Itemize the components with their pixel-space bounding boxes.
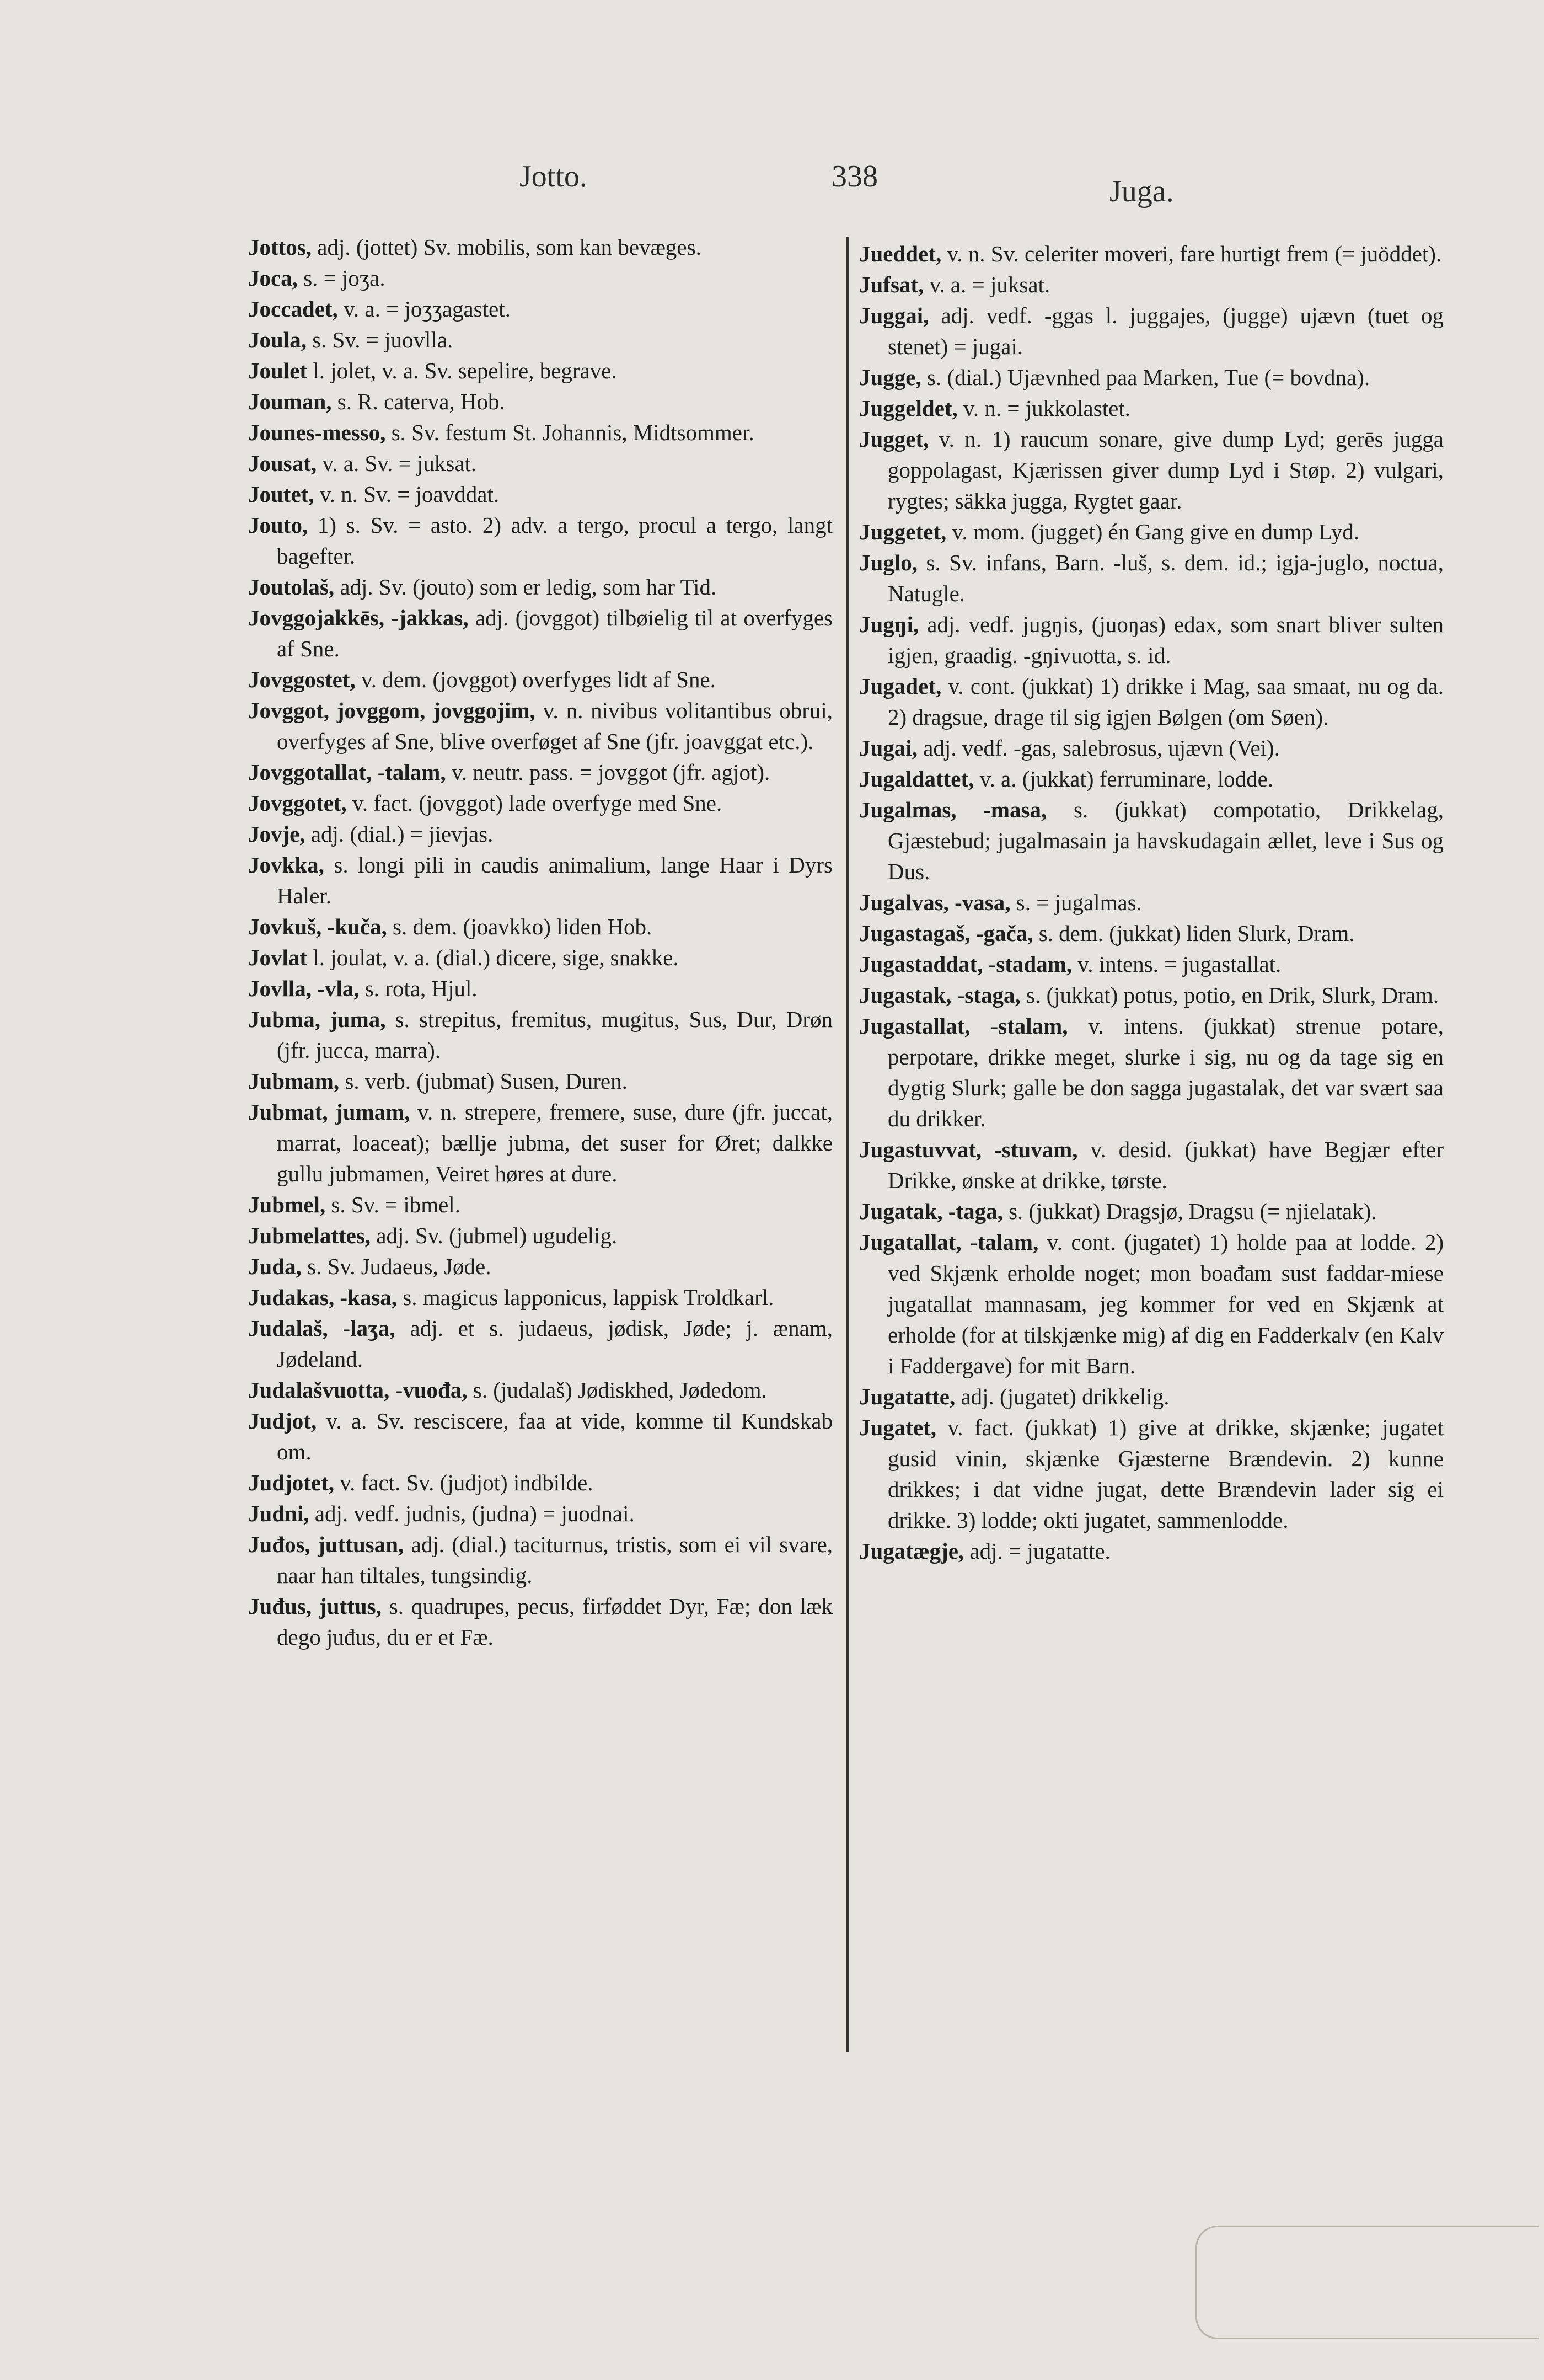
- entry-headword: Juggeldet,: [859, 395, 958, 421]
- entry-definition: s. Sv. infans, Barn. -luš, s. dem. id.; igja-juglo, noctua, Natugle.: [888, 550, 1444, 606]
- dictionary-entry: [248, 1591, 833, 1652]
- entry-definition: v. mom. (jugget) én Gang give en dump Lyd.: [952, 519, 1360, 544]
- dictionary-entry: [248, 448, 833, 479]
- dictionary-entry: [859, 393, 1444, 424]
- dictionary-entry: [248, 788, 833, 819]
- page-number: 338: [832, 159, 878, 194]
- entry-headword: Jugadet,: [859, 673, 942, 699]
- entry-headword: Jugastaddat, -stadam,: [859, 951, 1073, 977]
- library-stamp: [1195, 2226, 1539, 2339]
- running-head-left: Jotto.: [519, 159, 587, 194]
- entry-headword: Jubma, juma,: [248, 1007, 386, 1032]
- entry-headword: Juđus, juttus,: [248, 1593, 382, 1619]
- entry-headword: Joula,: [248, 327, 307, 352]
- entry-headword: Jugai,: [859, 735, 918, 761]
- entry-headword: Juđos, juttusan,: [248, 1532, 404, 1557]
- dictionary-entry: [248, 386, 833, 417]
- dictionary-entry: [248, 479, 833, 510]
- dictionary-entry: [248, 1405, 833, 1467]
- dictionary-entry: [248, 355, 833, 386]
- entry-headword: Jovlat: [248, 945, 308, 970]
- dictionary-entry: [248, 293, 833, 324]
- entry-headword: Jugatak, -taga,: [859, 1199, 1003, 1224]
- entry-definition: s. rota, Hjul.: [364, 976, 478, 1001]
- dictionary-entry: [248, 819, 833, 849]
- entry-headword: Jugŋi,: [859, 612, 919, 637]
- dictionary-entry: [859, 516, 1444, 547]
- dictionary-entry: [248, 510, 833, 571]
- entry-headword: Jugatallat, -talam,: [859, 1229, 1039, 1255]
- entry-headword: Jugastallat, -stalam,: [859, 1013, 1068, 1039]
- entry-headword: Jovggot, jovggom, jovggojim,: [248, 698, 535, 723]
- entry-headword: Jugatet,: [859, 1415, 937, 1440]
- entry-definition: adj. vedf. -ggas l. juggajes, (jugge) ujævn (tuet og stenet) = jugai.: [888, 303, 1444, 359]
- entry-definition: v. a. = joʒʒagastet.: [344, 296, 511, 322]
- entry-headword: Juda,: [248, 1254, 302, 1279]
- entry-headword: Judjot,: [248, 1408, 317, 1434]
- dictionary-entry: [859, 1536, 1444, 1566]
- entry-definition: v. a. Sv. = juksat.: [322, 451, 477, 476]
- dictionary-entry: [248, 973, 833, 1004]
- entry-definition: s. verb. (jubmat) Susen, Duren.: [345, 1068, 628, 1094]
- entry-headword: Jubmat, jumam,: [248, 1099, 410, 1125]
- entry-headword: Jovggotallat, -talam,: [248, 760, 446, 785]
- dictionary-entry: [248, 911, 833, 942]
- entry-definition: v. n. strepere, fremere, suse, dure (jfr. juccat, marrat, loaceat); bællje jubma, det suser for Øret; dalkke gullu jubmamen, Veiret høres at dure.: [277, 1099, 833, 1186]
- entry-definition: adj. et s. judaeus, jødisk, Jøde; j. ænam, Jødeland.: [277, 1315, 833, 1372]
- dictionary-entry: [248, 757, 833, 788]
- entry-definition: v. intens. (jukkat) strenue potare, perpotare, drikke meget, slurke i sig, nu og da tage sig en dygtig Slurk; galle be don sagga jugastalak, det var svært saa du drikker.: [888, 1013, 1444, 1131]
- entry-definition: v. n. = jukkolastet.: [963, 395, 1130, 421]
- entry-definition: v. cont. (jugatet) 1) holde paa at lodde. 2) ved Skjænk erholde noget; mon boađam sust faddar-miese jugatallat mannasam, jeg kommer for ved en Skjænk at erholde (for at tilskjænke mig) af dig en Fadderkalv (en Kalv i Faddergave) for mit Barn.: [888, 1229, 1444, 1378]
- entry-headword: Judni,: [248, 1501, 309, 1526]
- entry-definition: s. magicus lapponicus, lappisk Troldkarl.: [403, 1285, 774, 1310]
- dictionary-entry: [248, 1374, 833, 1405]
- entry-definition: s. Sv. Judaeus, Jøde.: [307, 1254, 491, 1279]
- entry-definition: s. Sv. festum St. Johannis, Midtsommer.: [391, 420, 754, 445]
- entry-definition: adj. vedf. -gas, salebrosus, ujævn (Vei).: [923, 735, 1280, 761]
- entry-headword: Jovkka,: [248, 852, 324, 878]
- dictionary-entry: [859, 1227, 1444, 1381]
- entry-headword: Jubmam,: [248, 1068, 340, 1094]
- entry-definition: s. Sv. = ibmel.: [331, 1192, 460, 1217]
- entry-definition: adj. vedf. judnis, (judna) = juodnai.: [314, 1501, 635, 1526]
- dictionary-entry: [248, 1004, 833, 1066]
- dictionary-entry: [248, 1467, 833, 1498]
- dictionary-entry: [859, 763, 1444, 794]
- entry-headword: Judalaš, -laʒa,: [248, 1315, 395, 1341]
- entry-headword: Juggai,: [859, 303, 929, 328]
- entry-definition: s. Sv. = juovlla.: [312, 327, 453, 352]
- entry-definition: 1) s. Sv. = asto. 2) adv. a tergo, procul a tergo, langt bagefter.: [277, 512, 833, 569]
- entry-headword: Joulet: [248, 358, 308, 383]
- entry-headword: Jugget,: [859, 426, 929, 452]
- entry-headword: Jottos,: [248, 234, 312, 260]
- entry-definition: s. (dial.) Ujævnhed paa Marken, Tue (= bovdna).: [927, 365, 1370, 390]
- entry-headword: Jovggotet,: [248, 790, 347, 816]
- dictionary-entry: [248, 849, 833, 911]
- dictionary-entry: [248, 1498, 833, 1529]
- entry-definition: v. desid. (jukkat) have Begjær efter Drikke, ønske at drikke, tørste.: [888, 1137, 1444, 1193]
- entry-definition: adj. vedf. jugŋis, (juoŋas) edax, som snart bliver sulten igjen, graadig. -gŋivuotta, s. id.: [888, 612, 1444, 668]
- entry-definition: adj. (jugatet) drikkelig.: [961, 1384, 1170, 1409]
- dictionary-entry: [248, 1313, 833, 1374]
- entry-definition: l. jolet, v. a. Sv. sepelire, begrave.: [313, 358, 617, 383]
- dictionary-entry: [859, 980, 1444, 1010]
- dictionary-entry: [248, 1251, 833, 1282]
- entry-definition: v. cont. (jukkat) 1) drikke i Mag, saa smaat, nu og da. 2) dragsue, drage til sig igjen Bølgen (om Søen).: [888, 673, 1444, 730]
- entry-headword: Joccadet,: [248, 296, 338, 322]
- entry-definition: adj. (dial.) taciturnus, tristis, som ei vil svare, naar han tiltales, tungsindig.: [277, 1532, 833, 1588]
- entry-headword: Jugaldattet,: [859, 766, 974, 791]
- entry-definition: adj. = jugatatte.: [969, 1538, 1111, 1564]
- entry-headword: Jovggostet,: [248, 667, 356, 692]
- entry-headword: Jubmelattes,: [248, 1223, 371, 1248]
- entry-headword: Jounes-messo,: [248, 420, 386, 445]
- entry-headword: Jugastak, -staga,: [859, 982, 1021, 1008]
- dictionary-entry: [859, 238, 1444, 269]
- entry-headword: Jugalmas, -masa,: [859, 797, 1047, 822]
- entry-definition: v. fact. (jukkat) 1) give at drikke, skjænke; jugatet gusid vinin, skjænke Gjæsterne Brændevin. 2) kunne drikkes; i dat vidne jugat, dette Brændevin lader sig ei drikke. 3) lodde; okti jugatet, sammenlodde.: [888, 1415, 1444, 1533]
- dictionary-entry: [248, 1189, 833, 1220]
- dictionary-entry: [859, 1196, 1444, 1227]
- entry-definition: v. a. = juksat.: [929, 272, 1050, 297]
- entry-definition: s. R. caterva, Hob.: [337, 389, 505, 414]
- entry-headword: Joutolaš,: [248, 574, 335, 600]
- entry-definition: s. strepitus, fremitus, mugitus, Sus, Dur, Drøn (jfr. jucca, marra).: [277, 1007, 833, 1063]
- dictionary-entry: [248, 664, 833, 695]
- dictionary-entry: [859, 424, 1444, 516]
- dictionary-entry: [248, 1220, 833, 1251]
- entry-headword: Jugge,: [859, 365, 921, 390]
- entry-definition: s. = jugalmas.: [1016, 890, 1142, 915]
- dictionary-entry: [859, 794, 1444, 887]
- entry-headword: Jugalvas, -vasa,: [859, 890, 1011, 915]
- entry-definition: adj. Sv. (jubmel) ugudelig.: [376, 1223, 618, 1248]
- entry-definition: v. intens. = jugastallat.: [1077, 951, 1282, 977]
- entry-definition: v. n. Sv. = joavddat.: [319, 482, 500, 507]
- dictionary-entry: [859, 732, 1444, 763]
- entry-headword: Judjotet,: [248, 1470, 335, 1495]
- entry-definition: s. quadrupes, pecus, firføddet Dyr, Fæ; don læk dego juđus, du er et Fæ.: [277, 1593, 833, 1650]
- entry-definition: v. dem. (jovggot) overfyges lidt af Sne.: [361, 667, 716, 692]
- dictionary-entry: [859, 671, 1444, 732]
- entry-headword: Jubmel,: [248, 1192, 326, 1217]
- right-column: [859, 238, 1444, 1566]
- dictionary-entry: [248, 324, 833, 355]
- entry-headword: Jouman,: [248, 389, 332, 414]
- entry-headword: Joca,: [248, 265, 298, 291]
- dictionary-entry: [859, 300, 1444, 362]
- entry-definition: s. = joʒa.: [303, 265, 385, 291]
- entry-definition: s. dem. (joavkko) liden Hob.: [393, 914, 652, 939]
- entry-definition: v. neutr. pass. = jovggot (jfr. agjot).: [451, 760, 770, 785]
- running-head-right: Juga.: [1109, 174, 1174, 208]
- entry-definition: v. a. (jukkat) ferruminare, lodde.: [979, 766, 1274, 791]
- entry-definition: adj. (jovggot) tilbøielig til at overfyges af Sne.: [277, 605, 833, 661]
- dictionary-entry: [859, 547, 1444, 609]
- entry-headword: Jugatatte,: [859, 1384, 956, 1409]
- entry-definition: s. longi pili in caudis animalium, lange Haar i Dyrs Haler.: [277, 852, 833, 908]
- dictionary-entry: [248, 1529, 833, 1591]
- dictionary-entry: [248, 942, 833, 973]
- entry-definition: v. fact. (jovggot) lade overfyge med Sne.: [352, 790, 722, 816]
- dictionary-entry: [859, 269, 1444, 300]
- dictionary-entry: [859, 1134, 1444, 1196]
- dictionary-entry: [248, 263, 833, 293]
- dictionary-entry: [859, 918, 1444, 949]
- entry-definition: s. dem. (jukkat) liden Slurk, Dram.: [1038, 921, 1355, 946]
- entry-definition: adj. (jottet) Sv. mobilis, som kan bevæges.: [317, 234, 701, 260]
- entry-headword: Jouto,: [248, 512, 308, 538]
- entry-headword: Juglo,: [859, 550, 918, 575]
- dictionary-entry: [859, 949, 1444, 980]
- dictionary-entry: [248, 232, 833, 263]
- entry-definition: s. (jukkat) Dragsjø, Dragsu (= njielatak).: [1009, 1199, 1377, 1224]
- entry-headword: Jovje,: [248, 821, 305, 847]
- left-column: [248, 232, 833, 1652]
- dictionary-entry: [859, 1010, 1444, 1134]
- dictionary-entry: [248, 417, 833, 448]
- entry-definition: adj. Sv. (jouto) som er ledig, som har Tid.: [340, 574, 717, 600]
- entry-definition: v. a. Sv. resciscere, faa at vide, komme til Kundskab om.: [277, 1408, 833, 1464]
- entry-headword: Jugatægje,: [859, 1538, 964, 1564]
- column-divider: [846, 237, 849, 2052]
- entry-headword: Jovlla, -vla,: [248, 976, 360, 1001]
- dictionary-entry: [248, 695, 833, 757]
- entry-headword: Jousat,: [248, 451, 317, 476]
- entry-headword: Jugastagaš, -gača,: [859, 921, 1033, 946]
- entry-definition: s. (judalaš) Jødiskhed, Jødedom.: [473, 1377, 767, 1403]
- dictionary-entry: [248, 571, 833, 602]
- entry-headword: Jovggojakkēs, -jakkas,: [248, 605, 469, 630]
- dictionary-entry: [248, 1097, 833, 1189]
- entry-headword: Judakas, -kasa,: [248, 1285, 398, 1310]
- entry-definition: s. (jukkat) potus, potio, en Drik, Slurk, Dram.: [1026, 982, 1439, 1008]
- entry-headword: Juggetet,: [859, 519, 947, 544]
- dictionary-entry: [248, 602, 833, 664]
- dictionary-entry: [859, 609, 1444, 671]
- entry-definition: v. n. Sv. celeriter moveri, fare hurtigt frem (= juöddet).: [947, 241, 1442, 266]
- entry-definition: v. n. nivibus volitantibus obrui, overfyges af Sne, blive overføget af Sne (jfr. joavggat etc.).: [277, 698, 833, 754]
- entry-definition: s. (jukkat) compotatio, Drikkelag, Gjæstebud; jugalmasain ja havskudagain ællet, leve i Sus og Dus.: [888, 797, 1444, 884]
- dictionary-entry: [859, 887, 1444, 918]
- entry-headword: Jufsat,: [859, 272, 924, 297]
- entry-headword: Jovkuš, -kuča,: [248, 914, 387, 939]
- dictionary-entry: [859, 362, 1444, 393]
- entry-definition: l. joulat, v. a. (dial.) dicere, sige, snakke.: [313, 945, 679, 970]
- entry-definition: adj. (dial.) = jievjas.: [310, 821, 494, 847]
- dictionary-entry: [248, 1066, 833, 1097]
- entry-definition: v. fact. Sv. (judjot) indbilde.: [340, 1470, 593, 1495]
- entry-headword: Jugastuvvat, -stuvam,: [859, 1137, 1078, 1162]
- entry-headword: Joutet,: [248, 482, 314, 507]
- entry-headword: Jueddet,: [859, 241, 942, 266]
- dictionary-entry: [859, 1381, 1444, 1412]
- dictionary-entry: [248, 1282, 833, 1313]
- entry-definition: v. n. 1) raucum sonare, give dump Lyd; gerēs jugga goppolagast, Kjærissen giver dump Lyd i Støp. 2) vulgari, rygtes; säkka jugga, Rygtet gaar.: [888, 426, 1444, 514]
- entry-headword: Judalašvuotta, -vuođa,: [248, 1377, 468, 1403]
- dictionary-entry: [859, 1412, 1444, 1536]
